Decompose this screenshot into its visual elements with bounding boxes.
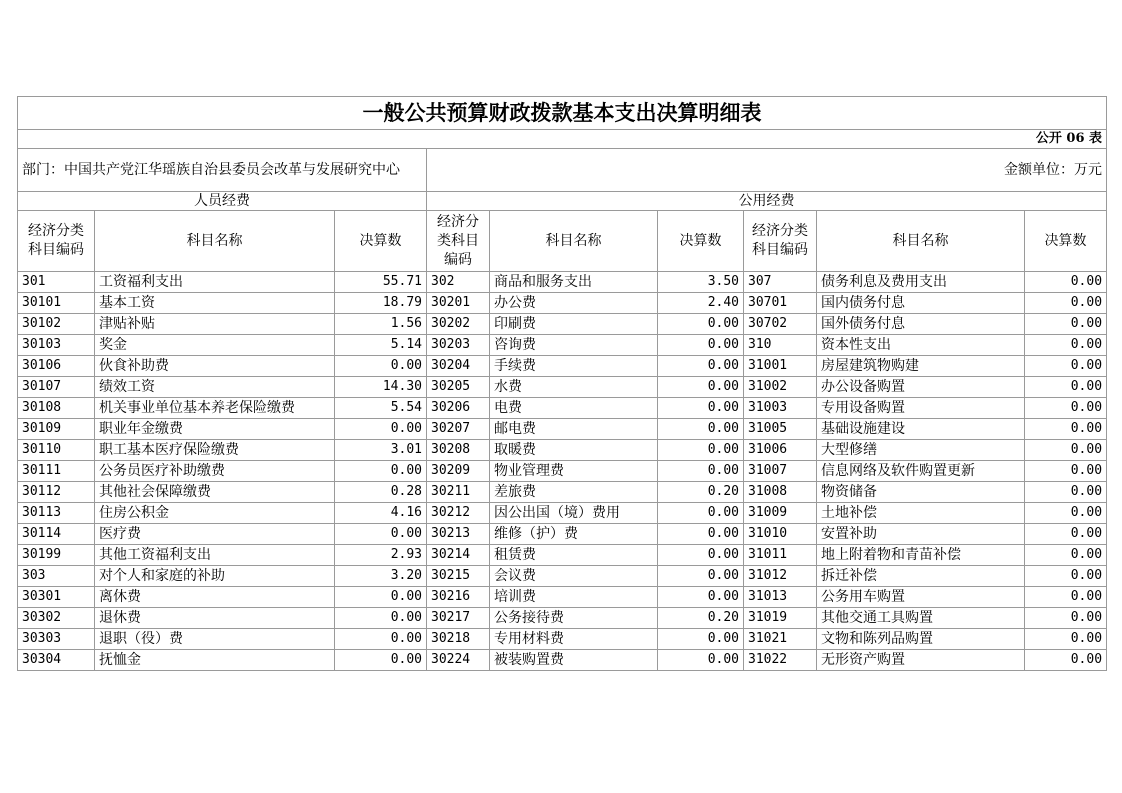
name-cell: 退休费 <box>95 608 335 629</box>
code-cell: 31012 <box>744 566 817 587</box>
name-cell: 国外债务付息 <box>817 314 1025 335</box>
amount-cell: 0.00 <box>335 461 427 482</box>
table-row <box>18 608 1107 629</box>
amount-cell: 0.00 <box>658 314 744 335</box>
amount-cell: 3.20 <box>335 566 427 587</box>
header-name-1: 科目名称 <box>95 211 335 272</box>
name-cell: 其他交通工具购置 <box>817 608 1025 629</box>
code-cell: 30109 <box>18 419 95 440</box>
amount-cell: 0.00 <box>1025 482 1107 503</box>
amount-cell: 0.00 <box>335 356 427 377</box>
name-cell: 维修（护）费 <box>490 524 658 545</box>
code-cell: 31007 <box>744 461 817 482</box>
code-cell: 30108 <box>18 398 95 419</box>
code-cell: 30202 <box>427 314 490 335</box>
table-row <box>18 545 1107 566</box>
name-cell: 退职（役）费 <box>95 629 335 650</box>
code-cell: 30106 <box>18 356 95 377</box>
code-cell: 30215 <box>427 566 490 587</box>
table-row <box>18 524 1107 545</box>
code-cell: 30217 <box>427 608 490 629</box>
amount-cell: 0.00 <box>658 335 744 356</box>
name-cell: 职业年金缴费 <box>95 419 335 440</box>
name-cell: 大型修缮 <box>817 440 1025 461</box>
amount-cell: 0.00 <box>335 650 427 671</box>
name-cell: 抚恤金 <box>95 650 335 671</box>
name-cell: 公务接待费 <box>490 608 658 629</box>
code-cell: 30301 <box>18 587 95 608</box>
code-cell: 30203 <box>427 335 490 356</box>
code-cell: 302 <box>427 272 490 293</box>
code-cell: 30304 <box>18 650 95 671</box>
amount-cell: 0.00 <box>1025 566 1107 587</box>
amount-cell: 5.14 <box>335 335 427 356</box>
amount-cell: 2.93 <box>335 545 427 566</box>
amount-cell: 14.30 <box>335 377 427 398</box>
name-cell: 基础设施建设 <box>817 419 1025 440</box>
amount-cell: 0.00 <box>1025 545 1107 566</box>
code-cell: 30114 <box>18 524 95 545</box>
amount-cell: 0.28 <box>335 482 427 503</box>
amount-cell: 0.00 <box>658 587 744 608</box>
page-title: 一般公共预算财政拨款基本支出决算明细表 <box>18 97 1107 130</box>
table-row <box>18 650 1107 671</box>
amount-cell: 2.40 <box>658 293 744 314</box>
code-cell: 30205 <box>427 377 490 398</box>
header-name-3: 科目名称 <box>817 211 1025 272</box>
amount-cell: 0.20 <box>658 608 744 629</box>
name-cell: 办公费 <box>490 293 658 314</box>
name-cell: 商品和服务支出 <box>490 272 658 293</box>
amount-cell: 0.00 <box>1025 629 1107 650</box>
name-cell: 国内债务付息 <box>817 293 1025 314</box>
amount-cell: 0.00 <box>1025 335 1107 356</box>
table-row <box>18 587 1107 608</box>
table-row <box>18 419 1107 440</box>
amount-cell: 0.00 <box>1025 293 1107 314</box>
name-cell: 其他工资福利支出 <box>95 545 335 566</box>
table-row <box>18 629 1107 650</box>
code-cell: 31001 <box>744 356 817 377</box>
amount-cell: 0.00 <box>658 419 744 440</box>
name-cell: 对个人和家庭的补助 <box>95 566 335 587</box>
name-cell: 差旅费 <box>490 482 658 503</box>
name-cell: 公务员医疗补助缴费 <box>95 461 335 482</box>
code-cell: 30103 <box>18 335 95 356</box>
name-cell: 公务用车购置 <box>817 587 1025 608</box>
code-cell: 31019 <box>744 608 817 629</box>
code-cell: 30206 <box>427 398 490 419</box>
amount-cell: 0.00 <box>1025 419 1107 440</box>
name-cell: 专用设备购置 <box>817 398 1025 419</box>
amount-cell: 0.00 <box>1025 314 1107 335</box>
code-cell: 310 <box>744 335 817 356</box>
code-cell: 30107 <box>18 377 95 398</box>
amount-cell: 0.00 <box>1025 608 1107 629</box>
code-cell: 31003 <box>744 398 817 419</box>
table-code: 公开 06 表 <box>18 130 1107 149</box>
header-code-2: 经济分类科目编码 <box>427 211 490 272</box>
code-cell: 30208 <box>427 440 490 461</box>
code-cell: 30211 <box>427 482 490 503</box>
table-row <box>18 566 1107 587</box>
name-cell: 培训费 <box>490 587 658 608</box>
table-row <box>18 314 1107 335</box>
code-cell: 30214 <box>427 545 490 566</box>
code-cell: 303 <box>18 566 95 587</box>
name-cell: 资本性支出 <box>817 335 1025 356</box>
amount-cell: 0.00 <box>1025 272 1107 293</box>
amount-cell: 0.00 <box>1025 398 1107 419</box>
name-cell: 咨询费 <box>490 335 658 356</box>
header-code-3: 经济分类科目编码 <box>744 211 817 272</box>
amount-cell: 0.00 <box>658 566 744 587</box>
amount-cell: 0.00 <box>1025 587 1107 608</box>
name-cell: 专用材料费 <box>490 629 658 650</box>
name-cell: 津贴补贴 <box>95 314 335 335</box>
amount-unit-label: 金额单位：万元 <box>427 149 1107 192</box>
name-cell: 职工基本医疗保险缴费 <box>95 440 335 461</box>
amount-cell: 0.00 <box>335 419 427 440</box>
name-cell: 拆迁补偿 <box>817 566 1025 587</box>
amount-cell: 5.54 <box>335 398 427 419</box>
amount-cell: 0.00 <box>1025 461 1107 482</box>
amount-cell: 0.00 <box>658 503 744 524</box>
header-name-2: 科目名称 <box>490 211 658 272</box>
code-cell: 30102 <box>18 314 95 335</box>
name-cell: 机关事业单位基本养老保险缴费 <box>95 398 335 419</box>
code-cell: 30303 <box>18 629 95 650</box>
name-cell: 无形资产购置 <box>817 650 1025 671</box>
code-cell: 31002 <box>744 377 817 398</box>
name-cell: 电费 <box>490 398 658 419</box>
name-cell: 安置补助 <box>817 524 1025 545</box>
name-cell: 伙食补助费 <box>95 356 335 377</box>
code-cell: 31013 <box>744 587 817 608</box>
amount-cell: 55.71 <box>335 272 427 293</box>
name-cell: 邮电费 <box>490 419 658 440</box>
name-cell: 信息网络及软件购置更新 <box>817 461 1025 482</box>
amount-cell: 18.79 <box>335 293 427 314</box>
amount-cell: 0.00 <box>658 545 744 566</box>
code-cell: 30213 <box>427 524 490 545</box>
amount-cell: 3.01 <box>335 440 427 461</box>
code-cell: 31010 <box>744 524 817 545</box>
code-cell: 30110 <box>18 440 95 461</box>
code-cell: 31008 <box>744 482 817 503</box>
name-cell: 物业管理费 <box>490 461 658 482</box>
code-cell: 30112 <box>18 482 95 503</box>
header-amount-1: 决算数 <box>335 211 427 272</box>
amount-cell: 3.50 <box>658 272 744 293</box>
table-row <box>18 482 1107 503</box>
group-header-public: 公用经费 <box>427 192 1107 211</box>
code-cell: 30302 <box>18 608 95 629</box>
code-cell: 31021 <box>744 629 817 650</box>
name-cell: 租赁费 <box>490 545 658 566</box>
amount-cell: 0.00 <box>658 461 744 482</box>
amount-cell: 0.00 <box>658 629 744 650</box>
code-cell: 30207 <box>427 419 490 440</box>
header-code-1: 经济分类科目编码 <box>18 211 95 272</box>
name-cell: 会议费 <box>490 566 658 587</box>
code-cell: 30216 <box>427 587 490 608</box>
code-cell: 30701 <box>744 293 817 314</box>
table-row <box>18 377 1107 398</box>
table-row <box>18 293 1107 314</box>
expenditure-detail-table <box>17 96 1107 671</box>
name-cell: 手续费 <box>490 356 658 377</box>
table-row <box>18 461 1107 482</box>
group-header-personnel: 人员经费 <box>18 192 427 211</box>
name-cell: 被装购置费 <box>490 650 658 671</box>
amount-cell: 0.00 <box>335 587 427 608</box>
name-cell: 文物和陈列品购置 <box>817 629 1025 650</box>
code-cell: 30702 <box>744 314 817 335</box>
amount-cell: 0.00 <box>1025 377 1107 398</box>
name-cell: 基本工资 <box>95 293 335 314</box>
amount-cell: 0.00 <box>658 356 744 377</box>
name-cell: 土地补偿 <box>817 503 1025 524</box>
amount-cell: 1.56 <box>335 314 427 335</box>
name-cell: 房屋建筑物购建 <box>817 356 1025 377</box>
name-cell: 离休费 <box>95 587 335 608</box>
code-cell: 30209 <box>427 461 490 482</box>
code-cell: 31009 <box>744 503 817 524</box>
code-cell: 31005 <box>744 419 817 440</box>
code-cell: 31022 <box>744 650 817 671</box>
amount-cell: 0.00 <box>335 629 427 650</box>
name-cell: 办公设备购置 <box>817 377 1025 398</box>
code-cell: 30204 <box>427 356 490 377</box>
amount-cell: 0.00 <box>1025 650 1107 671</box>
table-row <box>18 503 1107 524</box>
table-row <box>18 440 1107 461</box>
table-row <box>18 335 1107 356</box>
name-cell: 水费 <box>490 377 658 398</box>
header-amount-2: 决算数 <box>658 211 744 272</box>
name-cell: 债务利息及费用支出 <box>817 272 1025 293</box>
department-label: 部门：中国共产党江华瑶族自治县委员会改革与发展研究中心 <box>18 149 427 192</box>
code-cell: 30199 <box>18 545 95 566</box>
name-cell: 医疗费 <box>95 524 335 545</box>
amount-cell: 0.00 <box>335 608 427 629</box>
code-cell: 31006 <box>744 440 817 461</box>
code-cell: 30224 <box>427 650 490 671</box>
name-cell: 印刷费 <box>490 314 658 335</box>
name-cell: 工资福利支出 <box>95 272 335 293</box>
amount-cell: 0.00 <box>658 650 744 671</box>
code-cell: 31011 <box>744 545 817 566</box>
amount-cell: 4.16 <box>335 503 427 524</box>
code-cell: 30201 <box>427 293 490 314</box>
code-cell: 30111 <box>18 461 95 482</box>
amount-cell: 0.00 <box>658 398 744 419</box>
name-cell: 因公出国（境）费用 <box>490 503 658 524</box>
name-cell: 地上附着物和青苗补偿 <box>817 545 1025 566</box>
amount-cell: 0.00 <box>1025 503 1107 524</box>
amount-cell: 0.00 <box>1025 524 1107 545</box>
amount-cell: 0.00 <box>658 440 744 461</box>
name-cell: 其他社会保障缴费 <box>95 482 335 503</box>
name-cell: 取暖费 <box>490 440 658 461</box>
amount-cell: 0.00 <box>658 377 744 398</box>
name-cell: 物资储备 <box>817 482 1025 503</box>
amount-cell: 0.00 <box>335 524 427 545</box>
amount-cell: 0.00 <box>1025 440 1107 461</box>
code-cell: 30218 <box>427 629 490 650</box>
header-amount-3: 决算数 <box>1025 211 1107 272</box>
table-row <box>18 272 1107 293</box>
code-cell: 307 <box>744 272 817 293</box>
table-row <box>18 356 1107 377</box>
code-cell: 30113 <box>18 503 95 524</box>
table-row <box>18 398 1107 419</box>
amount-cell: 0.00 <box>658 524 744 545</box>
code-cell: 30101 <box>18 293 95 314</box>
code-cell: 301 <box>18 272 95 293</box>
code-cell: 30212 <box>427 503 490 524</box>
amount-cell: 0.00 <box>1025 356 1107 377</box>
name-cell: 奖金 <box>95 335 335 356</box>
amount-cell: 0.20 <box>658 482 744 503</box>
name-cell: 绩效工资 <box>95 377 335 398</box>
name-cell: 住房公积金 <box>95 503 335 524</box>
